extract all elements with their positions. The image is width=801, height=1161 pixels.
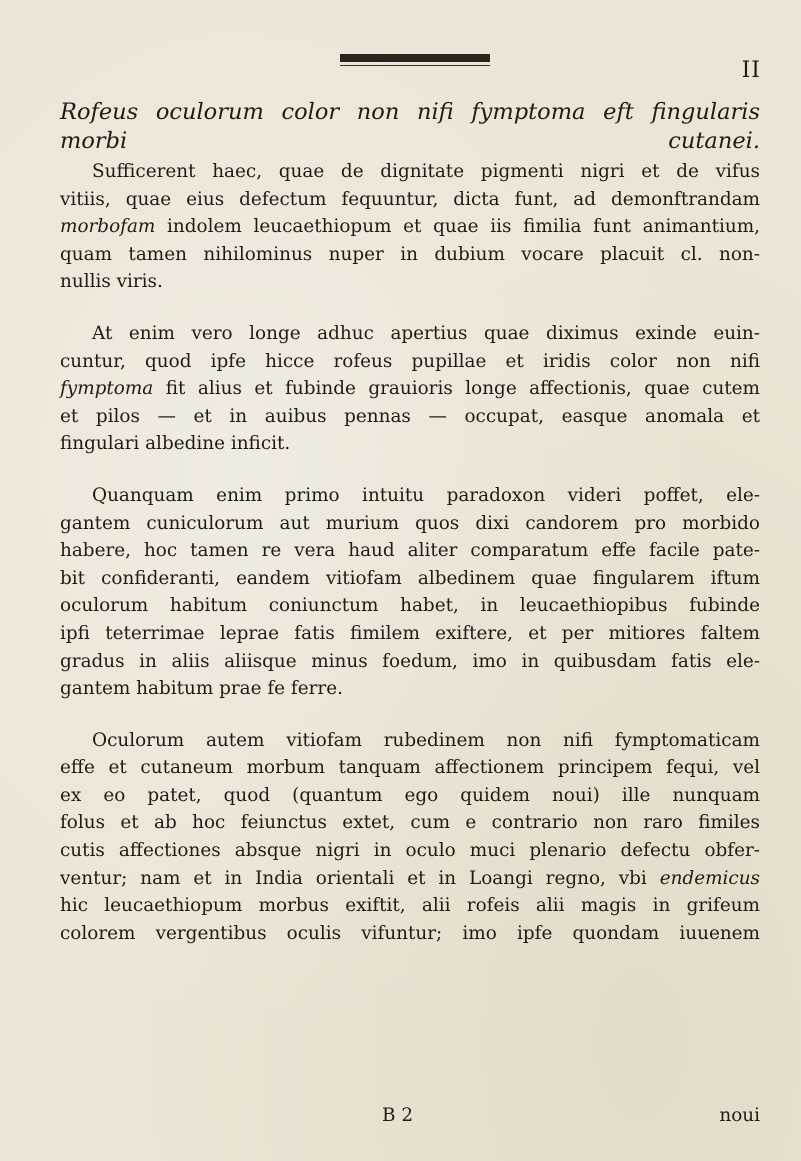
text-line: gantem habitum prae fe ferre.: [60, 678, 343, 700]
heading-line-1: Rofeus oculorum color non nifi fymptoma eft fingularis: [60, 99, 760, 125]
text-line: At enim vero longe adhuc apertius quae diximus exinde euin-: [92, 322, 760, 344]
text-line: habere, hoc tamen re vera haud aliter comparatum effe facile pate-: [60, 540, 760, 562]
text-line: ex eo patet, quod (quantum ego quidem noui) ille nunquam: [60, 784, 760, 806]
text-line: gradus in aliis aliisque minus foedum, imo in quibusdam fatis ele-: [60, 650, 760, 672]
text-line: Oculorum autem vitiofam rubedinem non nifi fymptomaticam: [92, 729, 760, 751]
text-line: Quanquam enim primo intuitu paradoxon videri poffet, ele-: [92, 484, 760, 506]
signature-mark: B 2: [382, 1105, 414, 1126]
text-line: cuntur, quod ipfe hicce rofeus pupillae et iridis color non nifi: [60, 350, 760, 372]
text-line: ipfi teterrimae leprae fatis fimilem exiftere, et per mitiores faltem: [60, 622, 760, 644]
text-line: folus et ab hoc feiunctus extet, cum e contrario non raro fimiles: [60, 812, 760, 834]
text-line: ventur; nam et in India orientali et in Loangi regno, vbi endemicus: [60, 867, 760, 889]
catchword: noui: [719, 1105, 760, 1126]
text-line: oculorum habitum coniunctum habet, in leucaethiopibus fubinde: [60, 595, 760, 617]
paragraph-2: [60, 320, 760, 458]
text-line: hic leucaethiopum morbus exiftit, alii rofeis alii magis in grifeum: [60, 895, 760, 917]
printer-ornament-rule: [340, 54, 490, 62]
heading-line-2: morbi cutanei.: [60, 128, 760, 154]
text-line: bit confideranti, eandem vitiofam albedinem quae fingularem iftum: [60, 567, 760, 589]
section-heading: [60, 98, 760, 156]
page-number: II: [741, 58, 761, 83]
paragraph-1: [60, 158, 760, 296]
text-line: vitiis, quae eius defectum fequuntur, dicta funt, ad demonftrandam: [60, 188, 760, 210]
text-line: Sufficerent haec, quae de dignitate pigmenti nigri et de vifus: [92, 161, 760, 182]
paragraph-3: [60, 482, 760, 703]
text-line: nullis viris.: [60, 271, 163, 293]
text-line: effe et cutaneum morbum tanquam affectionem principem fequi, vel: [60, 757, 760, 779]
text-line: fingulari albedine inficit.: [60, 433, 291, 455]
text-line: cutis affectiones absque nigri in oculo muci plenario defectu obfer-: [60, 840, 760, 862]
text-line: gantem cuniculorum aut murium quos dixi candorem pro morbido: [60, 512, 760, 534]
text-line: et pilos — et in auibus pennas — occupat, easque anomala et: [60, 405, 760, 427]
text-line: colorem vergentibus oculis vifuntur; imo ipfe quondam iuuenem: [60, 922, 760, 944]
body-text: [60, 158, 760, 947]
paragraph-4: [60, 727, 760, 948]
text-line: quam tamen nihilominus nuper in dubium vocare placuit cl. non-: [60, 243, 760, 265]
text-line: morbofam indolem leucaethiopum et quae iis fimilia funt animantium,: [60, 216, 760, 238]
text-line: fymptoma fit alius et fubinde grauioris longe affectionis, quae cutem: [60, 378, 760, 400]
